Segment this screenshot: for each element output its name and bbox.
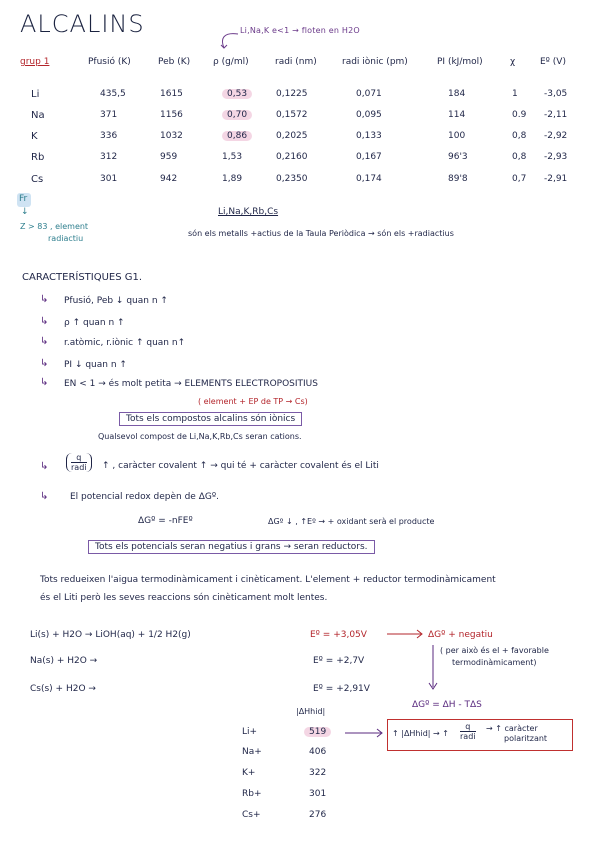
table-cell: 942: [160, 174, 178, 184]
hydration-ion: Na+: [242, 747, 262, 757]
dg-note-1: ( per això és el + favorable: [440, 646, 549, 655]
fr-symbol: Fr: [19, 194, 28, 204]
ionic-box: Tots els compostos alcalins són iònics: [119, 412, 302, 426]
paragraph-line-2: és el Liti però les seves reaccions són cinèticament molt lentes.: [40, 593, 328, 603]
header-density: ρ (g/ml): [213, 57, 249, 67]
dg-label: ΔGº + negatiu: [428, 630, 493, 640]
hyd-box-den: radi: [460, 732, 476, 741]
table-cell: 0,167: [356, 152, 382, 162]
table-cell: 336: [100, 131, 118, 141]
table-cell: 959: [160, 152, 178, 162]
header-pi: PI (kJ/mol): [437, 57, 483, 67]
table-cell: 0,174: [356, 174, 382, 184]
hydration-value: 276: [309, 810, 327, 820]
reaction-li-e: Eº = +3,05V: [310, 630, 367, 640]
arrow-icon: ↳: [40, 316, 49, 327]
top-note: Li,Na,K e<1 → floten en H2O: [240, 26, 360, 35]
table-cell: 0,133: [356, 131, 382, 141]
table-cell: 1,89: [222, 174, 243, 184]
table-cell: 0,8: [512, 131, 527, 141]
header-chi: χ: [510, 57, 516, 67]
element-symbol: Li: [31, 89, 40, 100]
table-cell: 1: [512, 89, 518, 99]
table-cell: 0,86: [222, 131, 252, 141]
reaction-cs: Cs(s) + H2O →: [30, 684, 96, 694]
hydration-value: 301: [309, 789, 327, 799]
hyd-box-fraction: [460, 722, 476, 741]
hydration-ion: Rb+: [242, 789, 262, 799]
characteristic-item: PI ↓ quan n ↑: [64, 360, 127, 370]
table-cell: 0,071: [356, 89, 382, 99]
table-cell: 114: [448, 110, 466, 120]
arrow-icon: ↳: [40, 377, 49, 388]
header-radi: radi (nm): [275, 57, 317, 67]
table-cell: 0,2160: [276, 152, 308, 162]
reducers-box: Tots els potencials seran negatius i grans → seran reductors.: [88, 540, 375, 554]
table-cell: -2,91: [544, 174, 568, 184]
ratio-fraction: [66, 453, 92, 472]
header-e0: Eº (V): [540, 57, 566, 67]
table-cell: 312: [100, 152, 118, 162]
characteristic-item: r.atòmic, r.iònic ↑ quan n↑: [64, 338, 186, 348]
hyd-box-post-1: → ↑ caràcter: [486, 724, 538, 733]
dg-equation: ΔGº = ΔH - TΔS: [412, 700, 482, 710]
element-symbol: Na: [31, 110, 45, 121]
arrow-down-icon: [428, 643, 438, 693]
table-cell: 96'3: [448, 152, 468, 162]
hydration-ion: K+: [242, 768, 256, 778]
ratio-den: radi: [71, 463, 87, 472]
element-symbol: Rb: [31, 152, 45, 163]
eq-dg-note: ΔGº ↓ , ↑Eº → + oxidant serà el producte: [268, 517, 435, 526]
table-cell: 0,70: [222, 110, 252, 120]
hydration-ion: Li+: [242, 727, 258, 737]
fr-arrow: ↓: [21, 207, 29, 217]
reaction-cs-e: Eº = +2,91V: [313, 684, 370, 694]
table-cell: 89'8: [448, 174, 468, 184]
hydration-header: |ΔHhid|: [296, 707, 326, 716]
group-note: són els metalls +actius de la Taula Periòdica → són els +radiactius: [188, 229, 454, 238]
table-cell: 0,2025: [276, 131, 308, 141]
ratio-num: q: [71, 453, 87, 463]
arrow-icon: ↳: [40, 294, 49, 305]
hydration-value: 406: [309, 747, 327, 757]
table-cell: -2,11: [544, 110, 568, 120]
table-cell: 0.9: [512, 110, 527, 120]
table-cell: 0,1225: [276, 89, 308, 99]
arrow-right-icon-2: [343, 727, 387, 739]
fr-note-2: radiactiu: [48, 234, 84, 243]
characteristic-item: EN < 1 → és molt petita → ELEMENTS ELECTROPOSITIUS: [64, 379, 318, 389]
arrow-icon-redox: ↳: [40, 491, 49, 502]
header-grup: grup 1: [20, 57, 50, 67]
hydration-value: 519: [304, 727, 331, 737]
table-cell: -3,05: [544, 89, 568, 99]
reaction-na-e: Eº = +2,7V: [313, 656, 365, 666]
table-cell: 1,53: [222, 152, 243, 162]
fr-note-1: Z > 83 , element: [20, 222, 89, 231]
group-label: Li,Na,K,Rb,Cs: [218, 207, 279, 217]
table-cell: 0,53: [222, 89, 252, 99]
arrow-icon: ↳: [40, 336, 49, 347]
hydration-value: 322: [309, 768, 327, 778]
header-pfusio: Pfusió (K): [88, 57, 131, 67]
redox-text: El potencial redox depèn de ΔGº.: [70, 492, 219, 502]
paragraph-line-1: Tots redueixen l'aigua termodinàmicament i cinèticament. L'element + reductor termodinàmicament: [40, 575, 496, 585]
table-cell: 100: [448, 131, 466, 141]
table-cell: 1032: [160, 131, 183, 141]
dg-note-2: termodinàmicament): [452, 658, 537, 667]
arrow-right-icon: [385, 628, 427, 640]
table-cell: -2,92: [544, 131, 568, 141]
header-peb: Peb (K): [158, 57, 191, 67]
table-cell: 435,5: [100, 89, 126, 99]
header-radi-ionic: radi iònic (pm): [342, 57, 408, 67]
hyd-box-post-2: polaritzant: [504, 734, 548, 743]
ratio-text: ↑ , caràcter covalent ↑ → qui té + caràcter covalent és el Liti: [102, 461, 379, 471]
polarizing-box: [387, 719, 573, 751]
table-cell: 184: [448, 89, 466, 99]
hydration-ion: Cs+: [242, 810, 261, 820]
arrow-icon: ↳: [40, 358, 49, 369]
eq-dg: ΔGº = -nFEº: [138, 516, 193, 526]
table-cell: -2,93: [544, 152, 568, 162]
curved-arrow-icon: [218, 30, 240, 50]
en-note: ( element + EP de TP → Cs): [198, 397, 308, 406]
element-symbol: Cs: [31, 174, 44, 185]
table-cell: 301: [100, 174, 118, 184]
page-title: ALCALINS: [20, 10, 145, 38]
characteristics-heading: CARACTERÍSTIQUES G1.: [22, 272, 143, 283]
table-cell: 0,8: [512, 152, 527, 162]
hyd-box-num: q: [460, 722, 476, 732]
arrow-icon-ratio: ↳: [40, 461, 49, 472]
characteristic-item: ρ ↑ quan n ↑: [64, 318, 125, 328]
table-cell: 1615: [160, 89, 183, 99]
hyd-box-pre: ↑ |ΔHhid| → ↑: [392, 729, 449, 738]
ionic-note: Qualsevol compost de Li,Na,K,Rb,Cs seran cations.: [98, 432, 302, 441]
reaction-li: Li(s) + H2O → LiOH(aq) + 1/2 H2(g): [30, 630, 191, 640]
table-cell: 0,1572: [276, 110, 308, 120]
reaction-na: Na(s) + H2O →: [30, 656, 98, 666]
table-cell: 1156: [160, 110, 183, 120]
table-cell: 371: [100, 110, 118, 120]
table-cell: 0,2350: [276, 174, 308, 184]
table-cell: 0,7: [512, 174, 527, 184]
characteristic-item: Pfusió, Peb ↓ quan n ↑: [64, 296, 168, 306]
element-symbol: K: [31, 131, 38, 142]
table-cell: 0,095: [356, 110, 382, 120]
